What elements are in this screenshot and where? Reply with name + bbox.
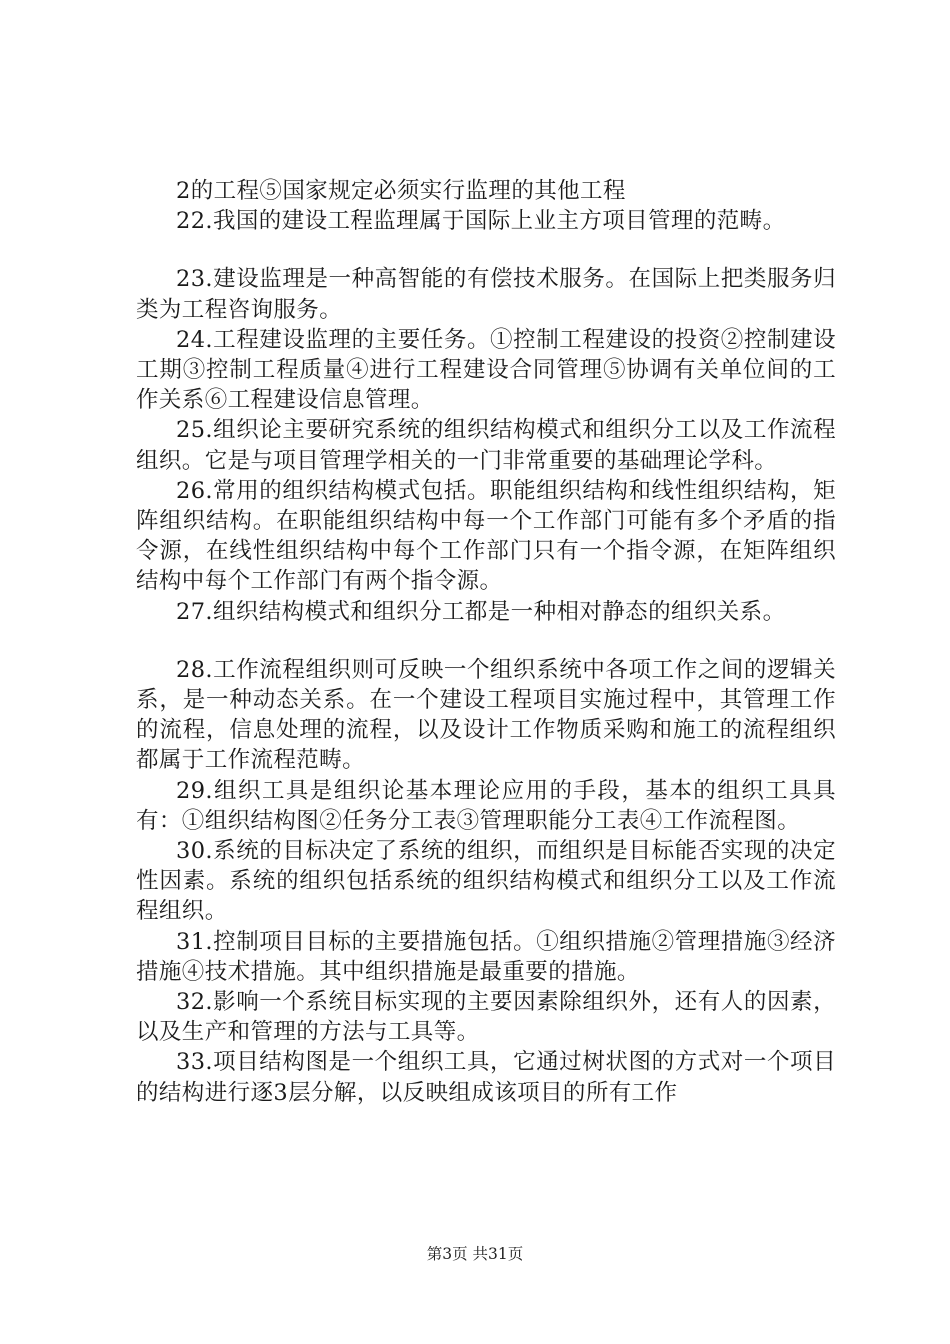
paragraph-30: 30.系统的目标决定了系统的组织，而组织是目标能否实现的决定性因素。系统的组织包括系统的组织结构模式和组织分工以及工作流程组织。 (136, 838, 836, 925)
paragraph-23: 23.建设监理是一种高智能的有偿技术服务。在国际上把类服务归类为工程咨询服务。 (136, 266, 836, 323)
paragraph-28: 28.工作流程组织则可反映一个组织系统中各项工作之间的逻辑关系，是一种动态关系。在一个建设工程项目实施过程中，其管理工作的流程，信息处理的流程，以及设计工作物质采购和施工的流程组织都属于工作流程范畴。 (136, 656, 836, 774)
paragraph-25: 25.组织论主要研究系统的组织结构模式和组织分工以及工作流程组织。它是与项目管理学相关的一门非常重要的基础理论学科。 (136, 417, 836, 474)
page-number-footer: 第3页 共31页 (426, 1245, 524, 1263)
paragraph-26: 26.常用的组织结构模式包括。职能组织结构和线性组织结构，矩阵组织结构。在职能组织结构中每一个工作部门可能有多个矛盾的指令源，在线性组织结构中每个工作部门只有一个指令源，在矩阵组织结构中每个工作部门有两个指令源。 (136, 477, 836, 595)
paragraph-31: 31.控制项目目标的主要措施包括。①组织措施②管理措施③经济措施④技术措施。其中组织措施是最重要的措施。 (136, 928, 836, 985)
paragraph-33: 33.项目结构图是一个组织工具，它通过树状图的方式对一个项目的结构进行逐3层分解，以反映组成该项目的所有工作 (136, 1049, 836, 1106)
paragraph-27: 27.组织结构模式和组织分工都是一种相对静态的组织关系。 (176, 598, 786, 625)
document-body (136, 176, 836, 1108)
paragraph-29: 29.组织工具是组织论基本理论应用的手段，基本的组织工具具有：①组织结构图②任务分工表③管理职能分工表④工作流程图。 (136, 777, 836, 834)
paragraph-24: 24.工程建设监理的主要任务。①控制工程建设的投资②控制建设工期③控制工程质量④进行工程建设合同管理⑤协调有关单位间的工作关系⑥工程建设信息管理。 (136, 326, 836, 414)
paragraph-continuation: 2的工程⑤国家规定必须实行监理的其他工程 (176, 178, 626, 204)
paragraph-32: 32.影响一个系统目标实现的主要因素除组织外，还有人的因素，以及生产和管理的方法与工具等。 (136, 989, 836, 1046)
paragraph-22: 22.我国的建设工程监理属于国际上业主方项目管理的范畴。 (176, 208, 786, 235)
